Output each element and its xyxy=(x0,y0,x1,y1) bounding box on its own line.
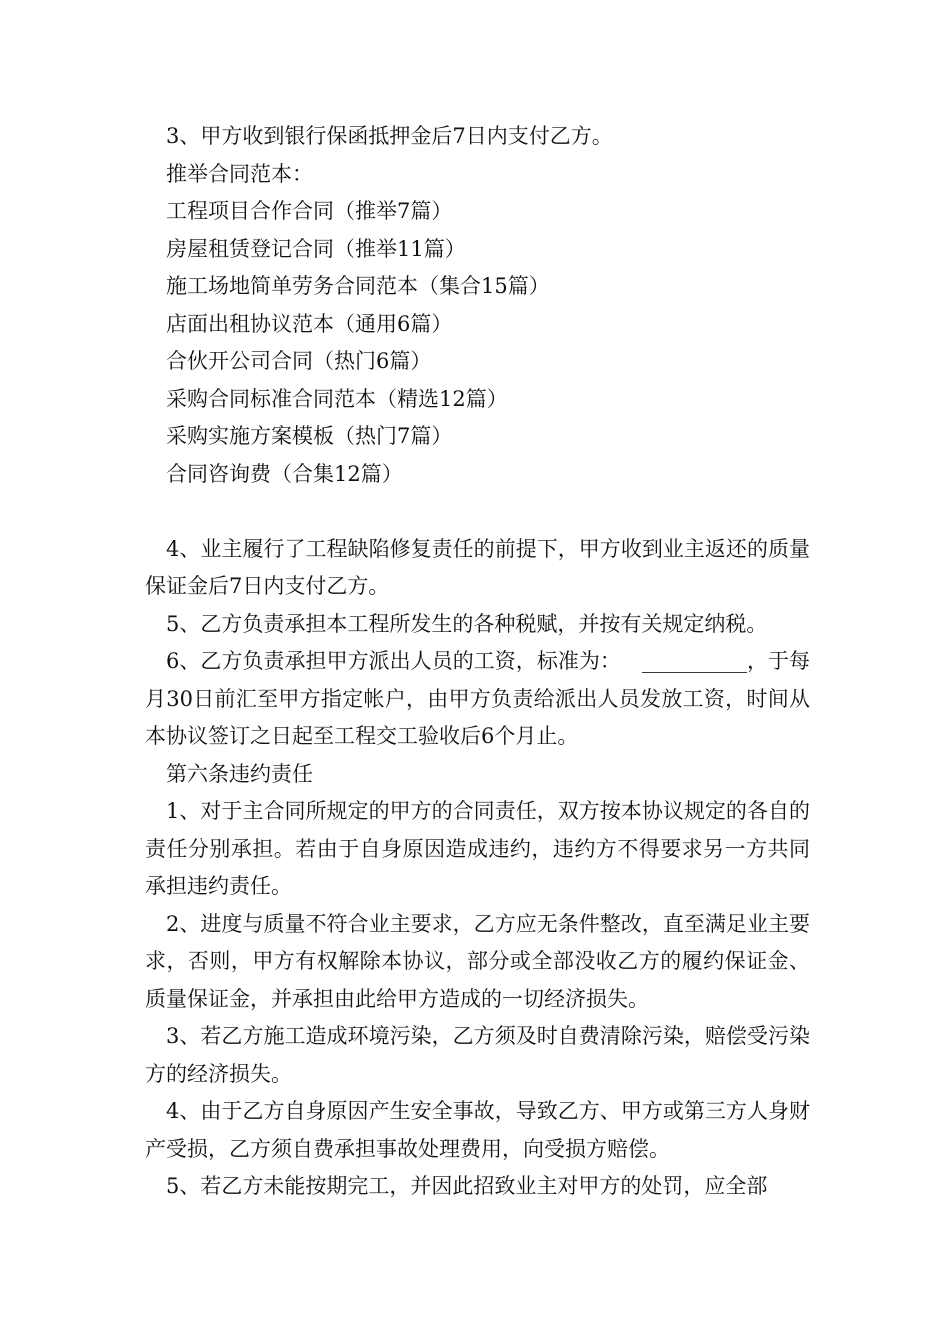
recommend-list xyxy=(145,193,810,493)
clause-4: 4、业主履行了工程缺陷修复责任的前提下，甲方收到业主返还的质量保证金后7日内支付乙方。 xyxy=(145,536,810,598)
recommend-link[interactable]: 施工场地简单劳务合同范本（集合15篇） xyxy=(166,274,550,298)
article-6-clause-2: 2、进度与质量不符合业主要求，乙方应无条件整改，直至满足业主要求，否则，甲方有权解除本协议，部分或全部没收乙方的履约保证金、质量保证金，并承担由此给甲方造成的一切经济损失。 xyxy=(145,911,810,1011)
clause-3: 3、甲方收到银行保函抵押金后7日内支付乙方。 xyxy=(166,124,613,148)
clause-6 xyxy=(145,643,810,756)
recommend-link[interactable]: 采购实施方案模板（热门7篇） xyxy=(166,424,453,448)
clause-5: 5、乙方负责承担本工程所发生的各种税赋，并按有关规定纳税。 xyxy=(166,611,768,636)
recommend-link[interactable]: 采购合同标准合同范本（精选12篇） xyxy=(166,386,508,411)
article-6-title: 第六条违约责任 xyxy=(166,761,313,786)
recommend-link[interactable]: 店面出租协议范本（通用6篇） xyxy=(166,311,453,336)
article-6-clause-4: 4、由于乙方自身原因产生安全事故，导致乙方、甲方或第三方人身财产受损，乙方须自费承担事故处理费用，向受损方赔偿。 xyxy=(145,1099,810,1161)
recommend-heading: 推举合同范本： xyxy=(166,161,313,186)
clause-6-text-start: 6、乙方负责承担甲方派出人员的工资，标准为： xyxy=(166,649,621,673)
paragraph-gap xyxy=(145,493,810,531)
article-6-clause-5: 5、若乙方未能按期完工，并因此招致业主对甲方的处罚，应全部 xyxy=(166,1174,768,1198)
article-6-clause-3: 3、若乙方施工造成环境污染，乙方须及时自费清除污染，赔偿受污染方的经济损失。 xyxy=(145,1024,810,1086)
article-6-clause-1: 1、对于主合同所规定的甲方的合同责任，双方按本协议规定的各自的责任分别承担。若由于自身原因造成违约，违约方不得要求另一方共同承担违约责任。 xyxy=(145,799,810,898)
wage-standard-blank: __________ xyxy=(641,649,747,673)
recommend-link[interactable]: 合伙开公司合同（热门6篇） xyxy=(166,349,432,373)
recommend-link[interactable]: 工程项目合作合同（推举7篇） xyxy=(166,199,453,223)
document-page xyxy=(145,118,810,1206)
clause-6-text-end: ，于每月30日前汇至甲方指定帐户，由甲方负责给派出人员发放工资，时间从本协议签订之日起至工程交工验收后6个月止。 xyxy=(145,649,811,748)
recommend-link[interactable]: 房屋租赁登记合同（推举11篇） xyxy=(166,236,466,261)
recommend-link[interactable]: 合同咨询费（合集12篇） xyxy=(166,461,403,486)
